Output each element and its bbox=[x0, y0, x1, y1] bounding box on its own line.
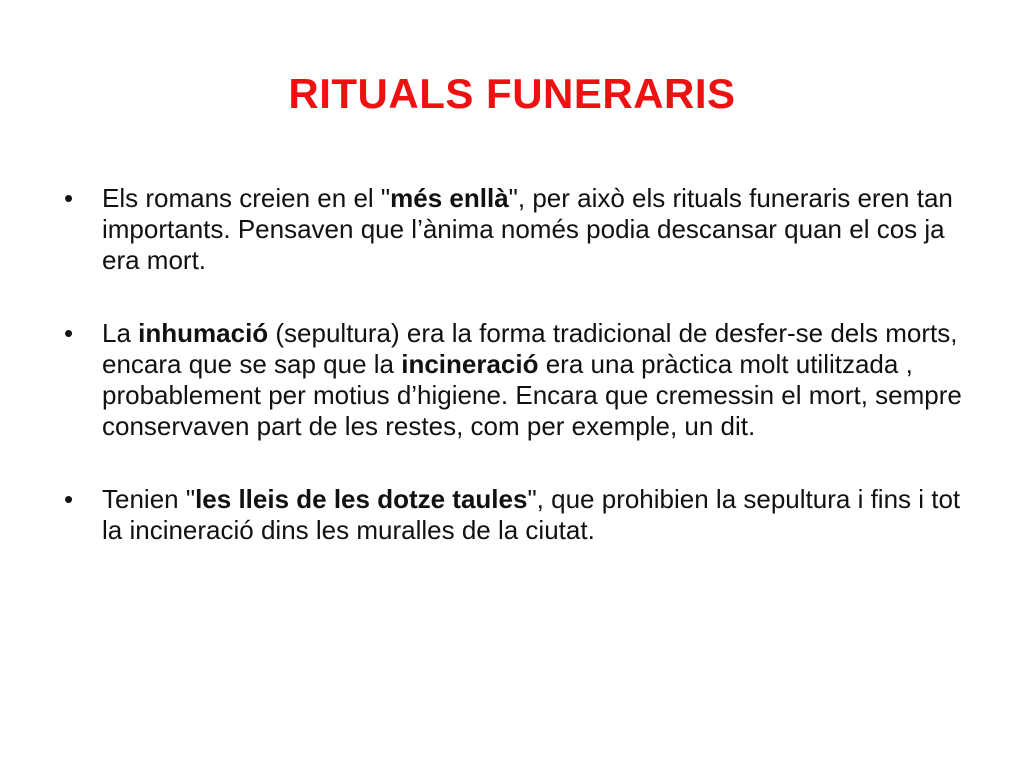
bullet-item bbox=[58, 318, 978, 442]
bullet-item bbox=[58, 484, 978, 546]
bullet-text-part: ", per això els rituals funeraris eren tan importants. Pensaven que l’ànima només podia descansar quan el cos ja era mort. bbox=[102, 183, 953, 275]
bullet-text bbox=[102, 484, 960, 545]
bullet-text-part: Tenien " bbox=[102, 484, 196, 514]
bullet-text bbox=[102, 318, 962, 441]
bullet-list bbox=[58, 183, 978, 588]
bullet-text-part: era una pràctica molt utilitzada , probablement per motius d’higiene. Encara que cremessin el mort, sempre conservaven part de les restes, com per exemple, un dit. bbox=[102, 349, 962, 441]
bullet-text-part-bold: incineració bbox=[401, 349, 539, 379]
bullet-text bbox=[102, 183, 953, 275]
bullet-text-part: La bbox=[102, 318, 139, 348]
bullet-text-part: (sepultura) era la forma tradicional de desfer-se dels morts, encara que se sap que la bbox=[102, 318, 958, 379]
bullet-text-part: Els romans creien en el " bbox=[102, 183, 391, 213]
bullet-item bbox=[58, 183, 978, 276]
slide-title: RITUALS FUNERARIS bbox=[288, 70, 736, 117]
bullet-text-part-bold: inhumació bbox=[138, 318, 269, 348]
bullet-dot-icon: • bbox=[64, 484, 74, 514]
bullet-dot-icon: • bbox=[64, 183, 74, 213]
bullet-text-part-bold: les lleis de les dotze taules bbox=[195, 484, 528, 514]
bullet-dot-icon: • bbox=[64, 318, 74, 348]
bullet-text-part-bold: més enllà bbox=[390, 183, 509, 213]
bullet-text-part: ", que prohibien la sepultura i fins i tot la incineració dins les muralles de la ciutat. bbox=[102, 484, 961, 545]
